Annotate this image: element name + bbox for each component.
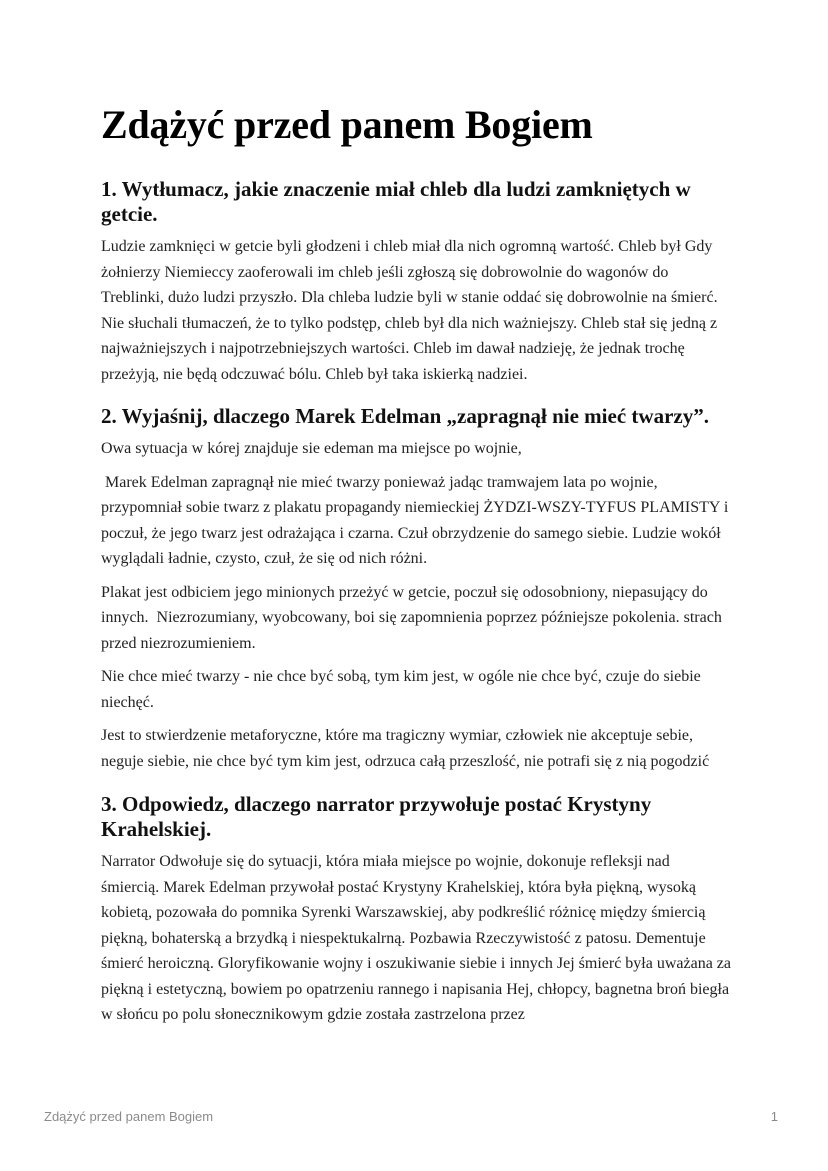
section-3: [101, 792, 735, 1028]
paragraph: Owa sytuacja w kórej znajduje sie edeman ma miejsce po wojnie,: [101, 440, 522, 457]
paragraph: Jest to stwierdzenie metaforyczne, które ma tragiczny wymiar, człowiek nie akceptuje sebie, neguje siebie, nie chce być tym kim jest, odrzuca całą przeszlość, nie potrafi się z nią pogodzić: [101, 727, 710, 770]
document-page: [101, 100, 735, 1048]
paragraph: Narrator Odwołuje się do sytuacji, która miała miejsce po wojnie, dokonuje refleksji nad śmiercią. Marek Edelman przywołał postać Krystyny Krahelskiej, która była piękną, wysoką kobietą, pozowała do pomnika Syrenki Warszawskiej, aby podkreślić różnicę między śmiercią piękną, bohaterską a brzydką i niespektukalrną. Pozbawia Rzeczywistość z patosu. Dementuje śmierć heroiczną. Gloryfikowanie wojny i oszukiwanie siebie i innych Jej śmierć była uważana za piękną i estetyczną, bowiem po opatrzeniu rannego i napisania Hej, chłopcy, bagnetna broń biegła w słońcu po polu słonecznikowym gdzie została zastrzelona przez: [101, 853, 735, 1023]
section-heading: 1. Wytłumacz, jakie znaczenie miał chleb dla ludzi zamkniętych w getcie.: [101, 177, 691, 226]
paragraph: Marek Edelman zapragnął nie mieć twarzy ponieważ jadąc tramwajem lata po wojnie, przypomniał sobie twarz z plakatu propagandy niemieckiej ŻYDZI-WSZY-TYFUS PLAMISTY i poczuł, że jego twarz jest odrażająca i czarna. Czuł obrzydzenie do samego siebie. Ludzie wokół wyglądali ładnie, czysto, czuł, że się od nich różni.: [101, 473, 733, 567]
footer-title: Zdążyć przed panem Bogiem: [44, 1109, 214, 1124]
section-heading: 3. Odpowiedz, dlaczego narrator przywołuje postać Krystyny Krahelskiej.: [101, 792, 652, 841]
paragraph: Ludzie zamknięci w getcie byli głodzeni i chleb miał dla nich ogromną wartość. Chleb był Gdy żołnierzy Niemieccy zaoferowali im chleb jeśli zgłoszą się dobrowolnie do wagonów do Treblinki, dużo ludzi przyszło. Dla chleba ludzie byli w stanie oddać się dobrowolnie na śmierć. Nie słuchali tłumaczeń, że to tylko podstęp, chleb był dla nich ważniejszy. Chleb stał się jedną z najważniejszych i najpotrzebniejszych wartości. Chleb im dawał nadzieję, że jednak trochę przeżyją, nie będą odczuwać bólu. Chleb był taka iskierką nadziei.: [101, 238, 722, 383]
document-title: Zdążyć przed panem Bogiem: [101, 102, 593, 147]
page-footer: [44, 1109, 778, 1124]
section-heading: 2. Wyjaśnij, dlaczego Marek Edelman „zapragnął nie mieć twarzy”.: [101, 404, 709, 428]
section-2: [101, 404, 731, 774]
page-number: 1: [770, 1109, 778, 1124]
paragraph: Plakat jest odbiciem jego minionych przeżyć w getcie, poczuł się odosobniony, niepasujący do innych. Niezrozumiany, wyobcowany, boi się zapomnienia poprzez późniejsze pokolenia. strach przed niezrozumieniem.: [101, 583, 726, 652]
paragraph: Nie chce mieć twarzy - nie chce być sobą, tym kim jest, w ogóle nie chce być, czuje do siebie niechęć.: [101, 668, 705, 711]
section-1: [101, 177, 731, 387]
